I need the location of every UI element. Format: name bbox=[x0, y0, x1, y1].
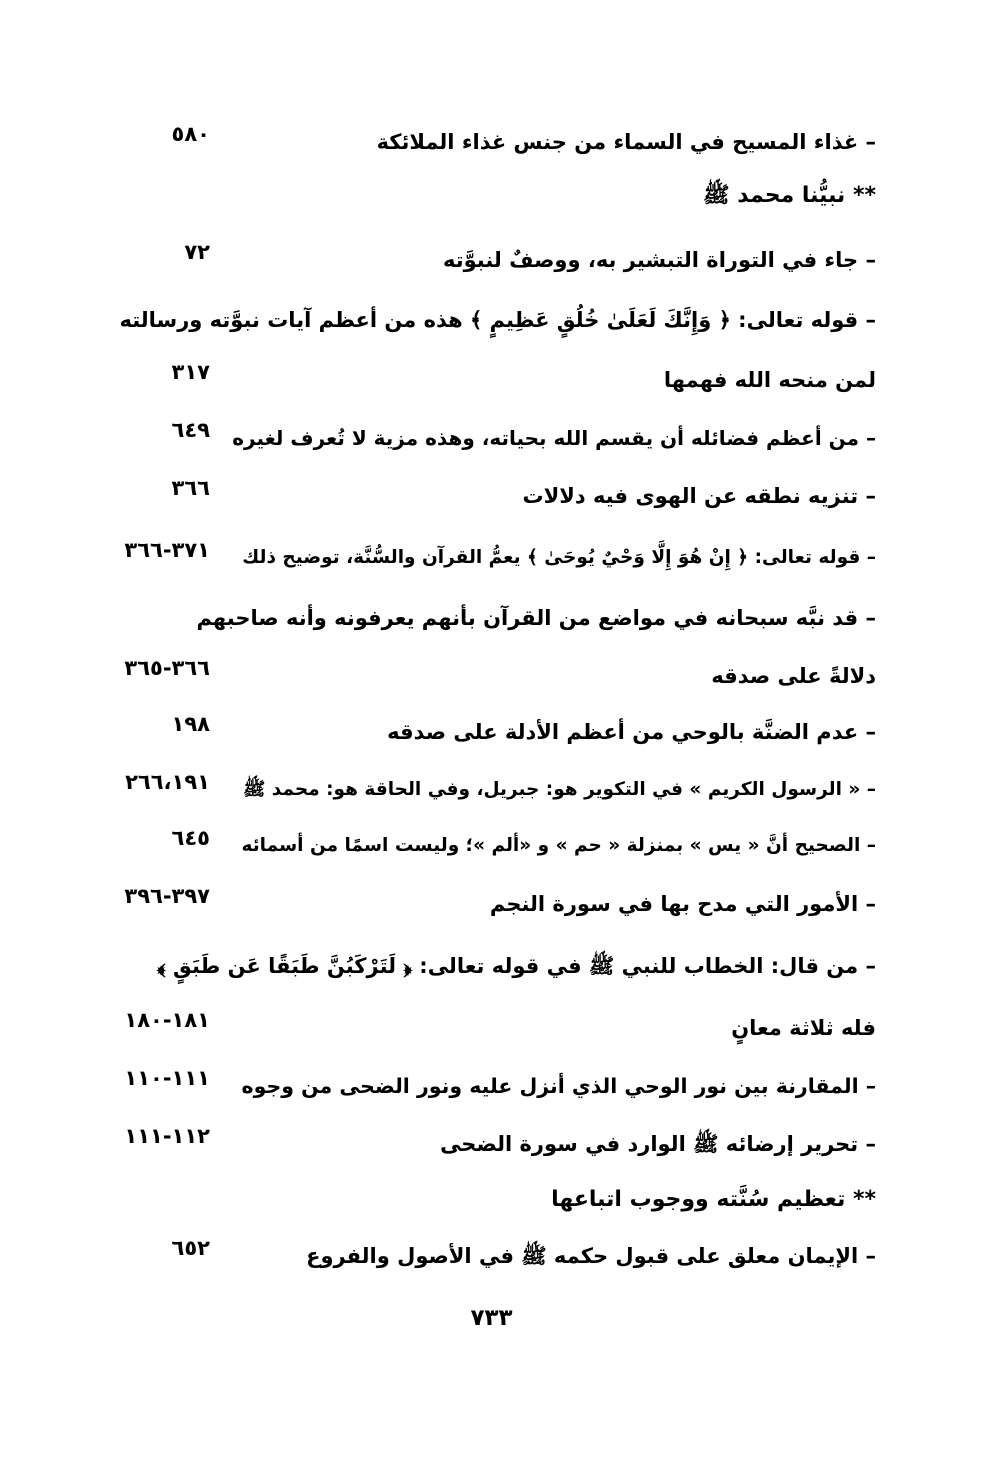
entry-page-ref: ٣٦٦ bbox=[171, 476, 210, 500]
page-number: ٧٣٣ bbox=[470, 1305, 513, 1331]
entry-page-ref: ٢٦٦،١٩١ bbox=[125, 770, 210, 794]
index-entry bbox=[100, 476, 876, 520]
index-entry bbox=[100, 946, 876, 990]
entry-text: – غذاء المسيح في السماء من جنس غذاء الملائكة bbox=[376, 130, 876, 154]
index-entry bbox=[100, 712, 876, 756]
entry-text: – قوله تعالى: ﴿ وَإِنَّكَ لَعَلَىٰ خُلُقٍ عَظِيمٍ ﴾ هذه من أعظم آيات نبوَّته ورسالته bbox=[119, 308, 876, 332]
entry-page-ref: ١٩٨ bbox=[171, 712, 210, 736]
entry-page-ref: ٦٤٩ bbox=[171, 418, 210, 442]
index-entry bbox=[100, 240, 876, 284]
entry-text: – من أعظم فضائله أن يقسم الله بحياته، وهذه مزية لا تُعرف لغيره bbox=[232, 426, 876, 450]
entry-text: – الأمور التي مدح بها في سورة النجم bbox=[489, 892, 876, 916]
index-entry bbox=[100, 122, 876, 166]
heading-text: ** تعظيم سُنَّته ووجوب اتباعها bbox=[551, 1187, 876, 1212]
entry-page-ref: ٣٧١-٣٦٦ bbox=[124, 538, 210, 562]
entry-text: – الصحيح أنَّ « يس » بمنزلة « حم » و «ألم »؛ وليست اسمًا من أسمائه bbox=[241, 835, 876, 856]
entry-text: – تنزيه نطقه عن الهوى فيه دلالات bbox=[522, 484, 876, 508]
entry-page-ref: ٣٩٧-٣٩٦ bbox=[124, 884, 210, 908]
entry-text: لمن منحه الله فهمها bbox=[663, 368, 876, 392]
index-entry bbox=[100, 826, 876, 870]
index-entry bbox=[100, 1066, 876, 1110]
index-entry bbox=[100, 1236, 876, 1280]
entry-text: – الإيمان معلق على قبول حكمه ﷺ في الأصول والفروع bbox=[306, 1244, 876, 1268]
index-entry-continuation bbox=[100, 360, 876, 404]
section-heading bbox=[100, 1180, 876, 1224]
index-entry bbox=[100, 418, 876, 462]
entry-page-ref: ١١٢-١١١ bbox=[124, 1124, 210, 1148]
section-heading bbox=[100, 176, 876, 220]
entry-page-ref: ٧٢ bbox=[184, 240, 210, 264]
entry-text: – جاء في التوراة التبشير به، ووصفٌ لنبوَّته bbox=[443, 248, 876, 272]
entry-page-ref: ٣١٧ bbox=[171, 360, 210, 384]
heading-text: ** نبيُّنا محمد ﷺ bbox=[703, 183, 876, 208]
index-entry bbox=[100, 300, 876, 344]
entry-text: فله ثلاثة معانٍ bbox=[731, 1016, 876, 1040]
entry-page-ref: ٣٦٦-٣٦٥ bbox=[124, 656, 210, 680]
entry-text: – من قال: الخطاب للنبي ﷺ في قوله تعالى: ﴿ لَتَرْكَبُنَّ طَبَقًا عَن طَبَقٍ ﴾ bbox=[157, 954, 876, 978]
index-entry bbox=[100, 884, 876, 928]
entry-page-ref: ١٨١-١٨٠ bbox=[124, 1008, 210, 1032]
entry-page-ref: ١١١-١١٠ bbox=[124, 1066, 210, 1090]
entry-text: – عدم الضنَّة بالوحي من أعظم الأدلة على صدقه bbox=[387, 720, 876, 744]
entry-page-ref: ٦٤٥ bbox=[171, 826, 210, 850]
entry-text: – قوله تعالى: ﴿ إِنْ هُوَ إِلَّا وَحْيٌ يُوحَىٰ ﴾ يعمُّ القرآن والسُّنَّة، توضيح ذلك bbox=[242, 547, 876, 568]
index-entry-continuation bbox=[100, 1008, 876, 1052]
entry-text: – قد نبَّه سبحانه في مواضع من القرآن بأنهم يعرفونه وأنه صاحبهم bbox=[196, 606, 876, 630]
entry-text: – المقارنة بين نور الوحي الذي أنزل عليه ونور الضحى من وجوه bbox=[241, 1074, 876, 1098]
entry-page-ref: ٦٥٢ bbox=[171, 1236, 210, 1260]
index-entry bbox=[100, 770, 876, 814]
index-entry bbox=[100, 538, 876, 582]
entry-page-ref: ٥٨٠ bbox=[171, 122, 210, 146]
index-entry bbox=[100, 598, 876, 642]
entry-text: – « الرسول الكريم » في التكوير هو: جبريل، وفي الحاقة هو: محمد ﷺ bbox=[243, 779, 876, 800]
index-entry-continuation bbox=[100, 656, 876, 700]
entry-text: دلالةً على صدقه bbox=[711, 664, 876, 688]
entry-text: – تحرير إرضائه ﷺ الوارد في سورة الضحى bbox=[440, 1132, 876, 1156]
index-entry bbox=[100, 1124, 876, 1168]
